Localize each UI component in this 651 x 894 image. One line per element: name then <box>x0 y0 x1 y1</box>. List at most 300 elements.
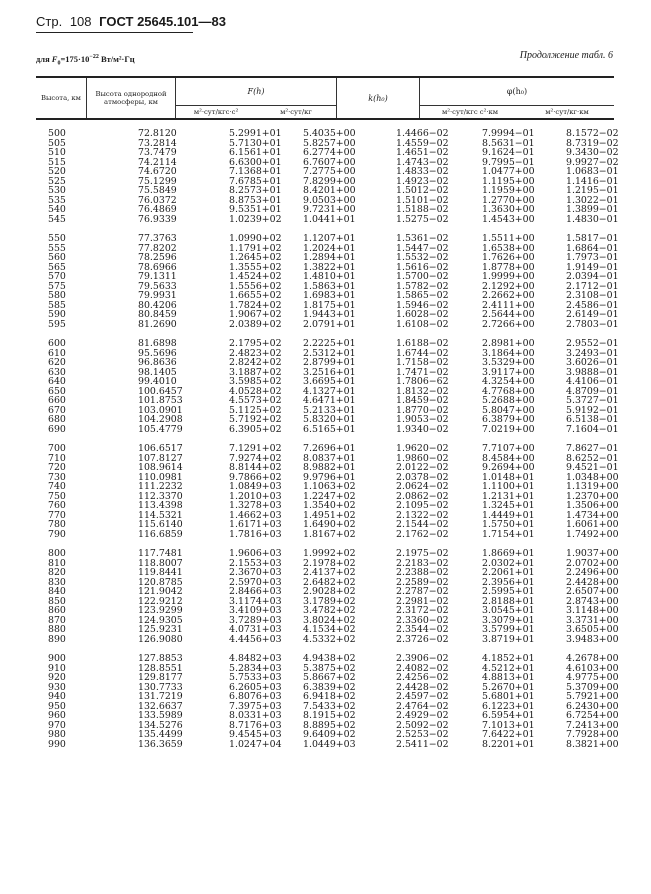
cell-F-kg: 7.2696+01 <box>303 443 356 454</box>
cell-phi-kgs: 1.9999+00 <box>482 271 535 282</box>
page-header <box>36 14 226 33</box>
cell-height: 570 <box>48 271 66 282</box>
cell-phi-kg: 1.3022−01 <box>566 194 619 206</box>
cell-phi-kgs: 1.6538+00 <box>482 242 535 254</box>
cell-F-kgs: 5.7192+02 <box>229 414 282 425</box>
cell-homogeneous: 107.8127 <box>138 452 183 464</box>
cell-phi-kg: 2.0394−01 <box>566 271 619 282</box>
cell-F-kg: 8.4201+00 <box>303 185 356 196</box>
cell-homogeneous: 128.8551 <box>138 662 183 674</box>
cell-phi-kgs: 2.3956+01 <box>482 576 535 588</box>
cell-F-kgs: 5.7533+03 <box>229 672 282 683</box>
cell-phi-kgs: 1.2770+00 <box>482 194 535 206</box>
cell-F-kg: 2.6482+02 <box>303 576 356 588</box>
cell-homogeneous: 110.0981 <box>138 471 183 483</box>
cell-homogeneous: 73.2814 <box>138 137 177 149</box>
cell-F-kg: 4.5332+02 <box>303 633 356 645</box>
cell-phi-kgs: 3.3079+01 <box>482 614 535 626</box>
cell-k: 1.5188−02 <box>396 204 449 215</box>
cell-k: 1.5700−02 <box>396 271 449 282</box>
cell-height: 730 <box>48 471 66 483</box>
cell-height: 595 <box>48 318 66 330</box>
cell-height: 740 <box>48 481 66 492</box>
cell-F-kgs: 2.8466+03 <box>229 586 282 597</box>
cell-homogeneous: 123.9299 <box>138 605 183 616</box>
cell-F-kg: 1.9992+02 <box>303 548 356 559</box>
cell-k: 2.4764−02 <box>396 700 449 712</box>
table-row <box>36 528 619 540</box>
cell-homogeneous: 76.4869 <box>138 204 177 215</box>
condition-sub: 0 <box>57 60 61 67</box>
cell-k: 1.6108−02 <box>396 318 449 330</box>
cell-F-kgs: 1.1791+02 <box>229 242 282 254</box>
cell-F-kgs: 6.2605+03 <box>229 681 282 693</box>
cell-F-kg: 1.3540+02 <box>303 500 356 511</box>
cell-k: 2.1762−02 <box>396 528 449 540</box>
cell-phi-kgs: 6.1223+01 <box>482 700 535 712</box>
cell-height: 660 <box>48 395 66 406</box>
cell-F-kgs: 7.1291+02 <box>229 443 282 454</box>
cell-F-kg: 1.0441+01 <box>303 213 356 225</box>
cell-phi-kg: 1.2370+00 <box>566 490 619 502</box>
cell-homogeneous: 108.9614 <box>138 462 183 473</box>
cell-phi-kg: 2.1712−01 <box>566 280 619 292</box>
cell-k: 1.8132−02 <box>396 385 449 397</box>
row-group <box>36 128 619 225</box>
cell-phi-kg: 8.7319−02 <box>566 137 619 149</box>
cell-F-kgs: 1.5556+02 <box>229 280 282 292</box>
cell-height: 930 <box>48 681 66 693</box>
cell-height: 690 <box>48 423 66 435</box>
cell-phi-kg: 1.6061+00 <box>566 519 619 530</box>
cell-height: 650 <box>48 385 66 397</box>
cell-k: 1.6028−02 <box>396 309 449 320</box>
cell-k: 2.2183−02 <box>396 557 449 569</box>
cell-F-kg: 4.1534+02 <box>303 624 356 635</box>
cell-homogeneous: 101.8753 <box>138 395 183 406</box>
cell-phi-kgs: 7.6422+01 <box>482 729 535 740</box>
cell-phi-kg: 1.0348+00 <box>566 471 619 483</box>
cell-phi-kg: 1.0683−01 <box>566 166 619 177</box>
cell-homogeneous: 125.9231 <box>138 624 183 635</box>
cell-homogeneous: 104.2908 <box>138 414 183 425</box>
cell-phi-kgs: 6.5954+01 <box>482 710 535 721</box>
cell-phi-kg: 2.8743+00 <box>566 595 619 607</box>
cell-height: 860 <box>48 605 66 616</box>
condition-unit: Вт/м²·Гц <box>100 54 135 64</box>
cell-height: 810 <box>48 557 66 569</box>
cell-phi-kgs: 1.7154+01 <box>482 528 535 540</box>
cell-F-kgs: 4.0731+03 <box>229 624 282 635</box>
cell-homogeneous: 119.8441 <box>138 567 183 578</box>
cell-height: 920 <box>48 672 66 683</box>
cell-k: 2.3172−02 <box>396 605 449 616</box>
cell-F-kgs: 4.8482+03 <box>229 653 282 664</box>
cell-F-kg: 5.8667+02 <box>303 672 356 683</box>
cell-F-kg: 1.1063+02 <box>303 481 356 492</box>
cell-F-kg: 1.3822+01 <box>303 261 356 273</box>
cell-phi-kgs: 9.1624−01 <box>482 147 535 158</box>
cell-k: 1.5447−02 <box>396 242 449 254</box>
cell-k: 2.4428−02 <box>396 681 449 693</box>
cell-F-kgs: 5.2834+03 <box>229 662 282 674</box>
cell-F-kgs: 1.7824+02 <box>229 299 282 311</box>
cell-phi-kgs: 3.0545+01 <box>482 605 535 616</box>
condition-value: =175·10 <box>60 54 90 64</box>
cell-F-kgs: 3.7289+03 <box>229 614 282 626</box>
cell-height: 610 <box>48 347 66 359</box>
cell-k: 1.5361−02 <box>396 233 449 244</box>
cell-F-kgs: 9.4545+03 <box>229 729 282 740</box>
cell-k: 1.4651−02 <box>396 147 449 158</box>
cell-F-kgs: 1.2645+02 <box>229 252 282 263</box>
cell-k: 1.9620−02 <box>396 443 449 454</box>
cell-k: 2.5411−02 <box>396 738 449 750</box>
condition-prefix: для <box>36 54 50 64</box>
cell-height: 700 <box>48 443 66 454</box>
cell-k: 2.2981−02 <box>396 595 449 607</box>
cell-k: 1.5616−02 <box>396 261 449 273</box>
cell-phi-kgs: 3.5329+00 <box>482 357 535 368</box>
cell-k: 2.3906−02 <box>396 653 449 664</box>
cell-F-kg: 9.7231+00 <box>303 204 356 215</box>
cell-homogeneous: 80.8459 <box>138 309 177 320</box>
cell-k: 2.5253−02 <box>396 729 449 740</box>
cell-homogeneous: 81.2690 <box>138 318 177 330</box>
standard-id: ГОСТ 25645.101—83 <box>99 14 226 29</box>
cell-F-kg: 7.8299+00 <box>303 175 356 187</box>
cell-F-kgs: 1.4662+03 <box>229 509 282 521</box>
cell-phi-kg: 1.4734+00 <box>566 509 619 521</box>
cell-k: 2.0624−02 <box>396 481 449 492</box>
cell-phi-kgs: 9.7995−01 <box>482 156 535 168</box>
cell-homogeneous: 121.9042 <box>138 586 183 597</box>
cell-F-kgs: 2.5970+03 <box>229 576 282 588</box>
cell-F-kgs: 8.7176+03 <box>229 719 282 731</box>
cell-F-kg: 1.8167+02 <box>303 528 356 540</box>
cell-phi-kg: 1.1416−01 <box>566 175 619 187</box>
cell-phi-kg: 5.3709+00 <box>566 681 619 693</box>
cell-F-kgs: 8.8753+01 <box>229 194 282 206</box>
cell-height: 850 <box>48 595 66 607</box>
cell-F-kg: 1.0449+03 <box>303 738 356 750</box>
cell-F-kg: 7.5433+02 <box>303 700 356 712</box>
table-row <box>36 633 619 645</box>
cell-phi-kgs: 1.7626+00 <box>482 252 535 263</box>
cell-height: 680 <box>48 414 66 425</box>
cell-height: 980 <box>48 729 66 740</box>
header-phi: φ(h₀) <box>420 77 615 105</box>
cell-F-kg: 4.6471+01 <box>303 395 356 406</box>
cell-phi-kg: 8.1572−02 <box>566 128 619 139</box>
cell-F-kg: 2.8799+01 <box>303 357 356 368</box>
cell-height: 790 <box>48 528 66 540</box>
condition-exp: −22 <box>89 54 99 61</box>
cell-height: 950 <box>48 700 66 712</box>
continuation-note: Продолжение табл. 6 <box>519 50 613 61</box>
cell-homogeneous: 78.2596 <box>138 252 177 263</box>
cell-k: 1.4466−02 <box>396 128 449 139</box>
cell-height: 560 <box>48 252 66 263</box>
cell-homogeneous: 98.1405 <box>138 366 177 378</box>
cell-phi-kg: 7.1604−01 <box>566 423 619 435</box>
cell-k: 1.5532−02 <box>396 252 449 263</box>
cell-k: 2.0862−02 <box>396 490 449 502</box>
cell-k: 2.2787−02 <box>396 586 449 597</box>
cell-homogeneous: 133.5989 <box>138 710 183 721</box>
cell-homogeneous: 118.8007 <box>138 557 183 569</box>
cell-phi-kg: 3.9483+00 <box>566 633 619 645</box>
cell-F-kgs: 8.0331+03 <box>229 710 282 721</box>
cell-phi-kg: 7.7928+00 <box>566 729 619 740</box>
cell-F-kgs: 2.1553+03 <box>229 557 282 569</box>
cell-phi-kg: 5.9192−01 <box>566 404 619 416</box>
cell-F-kgs: 1.9606+03 <box>229 548 282 559</box>
cell-F-kg: 8.9882+01 <box>303 462 356 473</box>
cell-phi-kg: 1.7492+00 <box>566 528 619 540</box>
cell-phi-kg: 3.6026−01 <box>566 357 619 368</box>
cell-homogeneous: 75.5849 <box>138 185 177 196</box>
cell-phi-kgs: 4.1852+01 <box>482 653 535 664</box>
cell-phi-kgs: 3.1864+00 <box>482 347 535 359</box>
cell-phi-kg: 1.1319+00 <box>566 481 619 492</box>
cell-phi-kg: 2.9552−01 <box>566 338 619 349</box>
cell-homogeneous: 95.5696 <box>138 347 177 359</box>
cell-phi-kg: 1.4830−01 <box>566 213 619 225</box>
cell-phi-kgs: 5.2670+01 <box>482 681 535 693</box>
cell-phi-kg: 6.7254+00 <box>566 710 619 721</box>
cell-phi-kgs: 6.3879+00 <box>482 414 535 425</box>
cell-phi-kg: 7.2413+00 <box>566 719 619 731</box>
cell-phi-kgs: 7.9994−01 <box>482 128 535 139</box>
page-prefix: Стр. <box>36 14 63 29</box>
cell-homogeneous: 130.7733 <box>138 681 183 693</box>
cell-k: 2.5092−02 <box>396 719 449 731</box>
cell-F-kgs: 1.6655+02 <box>229 290 282 301</box>
cell-phi-kgs: 7.1013+01 <box>482 719 535 731</box>
cell-phi-kgs: 5.2688+00 <box>482 395 535 406</box>
cell-phi-kg: 9.4521−01 <box>566 462 619 473</box>
cell-F-kgs: 9.5351+01 <box>229 204 282 215</box>
cell-phi-kgs: 8.5631−01 <box>482 137 535 149</box>
cell-homogeneous: 77.8202 <box>138 242 177 254</box>
condition-var: F <box>51 54 58 64</box>
cell-F-kgs: 1.7816+03 <box>229 528 282 540</box>
cell-F-kg: 1.4951+02 <box>303 509 356 521</box>
cell-homogeneous: 122.9212 <box>138 595 183 607</box>
cell-F-kgs: 2.1795+02 <box>229 338 282 349</box>
cell-homogeneous: 135.4499 <box>138 729 183 740</box>
cell-F-kgs: 4.4456+03 <box>229 633 282 645</box>
cell-F-kgs: 1.2010+03 <box>229 490 282 502</box>
cell-F-kg: 5.8320+01 <box>303 414 356 425</box>
cell-height: 890 <box>48 633 66 645</box>
cell-k: 2.3726−02 <box>396 633 449 645</box>
cell-phi-kg: 5.3727−01 <box>566 395 619 406</box>
cell-F-kgs: 2.8242+02 <box>229 357 282 368</box>
cell-k: 2.1544−02 <box>396 519 449 530</box>
cell-F-kg: 1.5863+01 <box>303 280 356 292</box>
cell-k: 2.1975−02 <box>396 548 449 559</box>
cell-phi-kg: 9.9927−02 <box>566 156 619 168</box>
cell-F-kg: 3.1789+02 <box>303 595 356 607</box>
cell-phi-kgs: 3.5799+01 <box>482 624 535 635</box>
cell-F-kg: 3.4782+02 <box>303 605 356 616</box>
cell-homogeneous: 79.1311 <box>138 271 177 282</box>
cell-height: 720 <box>48 462 66 473</box>
cell-phi-kgs: 2.5995+01 <box>482 586 535 597</box>
cell-F-kgs: 2.0389+02 <box>229 318 282 330</box>
cell-homogeneous: 99.4010 <box>138 376 177 387</box>
cell-phi-kg: 2.0702+00 <box>566 557 619 569</box>
cell-F-kg: 9.0503+00 <box>303 194 356 206</box>
cell-phi-kg: 4.2678+00 <box>566 653 619 664</box>
cell-F-kg: 5.8257+00 <box>303 137 356 149</box>
cell-k: 1.5275−02 <box>396 213 449 225</box>
cell-phi-kg: 8.3821+00 <box>566 738 619 750</box>
cell-F-kg: 3.2516+01 <box>303 366 356 378</box>
cell-phi-kg: 2.3108−01 <box>566 290 619 301</box>
cell-height: 800 <box>48 548 66 559</box>
cell-phi-kg: 1.6864−01 <box>566 242 619 254</box>
cell-F-kg: 5.2133+01 <box>303 404 356 416</box>
cell-k: 1.8770−02 <box>396 404 449 416</box>
cell-phi-kg: 2.6507+00 <box>566 586 619 597</box>
cell-height: 525 <box>48 175 66 187</box>
cell-k: 1.9053−02 <box>396 414 449 425</box>
table-row <box>36 423 619 435</box>
cell-k: 2.0122−02 <box>396 462 449 473</box>
cell-homogeneous: 75.1299 <box>138 175 177 187</box>
cell-homogeneous: 136.3659 <box>138 738 183 750</box>
cell-phi-kgs: 1.3245+01 <box>482 500 535 511</box>
cell-height: 565 <box>48 261 66 273</box>
cell-phi-kgs: 4.5212+01 <box>482 662 535 674</box>
cell-phi-kg: 1.5817−01 <box>566 233 619 244</box>
cell-F-kgs: 6.8076+03 <box>229 691 282 702</box>
cell-F-kgs: 2.4823+02 <box>229 347 282 359</box>
cell-homogeneous: 79.9931 <box>138 290 177 301</box>
cell-F-kgs: 5.2991+01 <box>229 128 282 139</box>
cell-k: 2.0378−02 <box>396 471 449 483</box>
cell-F-kgs: 1.0247+04 <box>229 738 282 750</box>
header-phi-unit1: м²·сут/кгс с²·км <box>420 105 521 119</box>
cell-F-kg: 3.8024+02 <box>303 614 356 626</box>
cell-homogeneous: 105.4779 <box>138 423 183 435</box>
cell-height: 670 <box>48 404 66 416</box>
cell-phi-kg: 3.1148+00 <box>566 605 619 616</box>
cell-F-kg: 5.3875+02 <box>303 662 356 674</box>
cell-height: 600 <box>48 338 66 349</box>
cell-homogeneous: 79.5633 <box>138 280 177 292</box>
cell-F-kgs: 6.3905+02 <box>229 423 282 435</box>
cell-height: 710 <box>48 452 66 464</box>
cell-F-kg: 5.4035+00 <box>303 128 356 139</box>
table-header <box>36 76 614 120</box>
cell-phi-kg: 4.6103+00 <box>566 662 619 674</box>
cell-phi-kg: 6.2430+00 <box>566 700 619 712</box>
cell-F-kg: 2.1978+02 <box>303 557 356 569</box>
cell-homogeneous: 131.7219 <box>138 691 183 702</box>
cell-k: 2.4929−02 <box>396 710 449 721</box>
row-group <box>36 233 619 330</box>
cell-F-kgs: 7.1368+01 <box>229 166 282 177</box>
cell-F-kg: 2.5312+01 <box>303 347 356 359</box>
cell-height: 585 <box>48 299 66 311</box>
cell-phi-kg: 1.9149−01 <box>566 261 619 273</box>
cell-phi-kg: 7.8627−01 <box>566 443 619 454</box>
table-body <box>36 128 619 759</box>
cell-F-kgs: 3.1887+02 <box>229 366 282 378</box>
cell-F-kgs: 2.3670+03 <box>229 567 282 578</box>
cell-height: 545 <box>48 213 66 225</box>
cell-k: 2.1322−02 <box>396 509 449 521</box>
cell-k: 1.9860−02 <box>396 452 449 464</box>
cell-k: 1.4833−02 <box>396 166 449 177</box>
cell-F-kg: 9.6409+02 <box>303 729 356 740</box>
cell-F-kg: 8.0837+01 <box>303 452 356 464</box>
cell-F-kgs: 1.3278+03 <box>229 500 282 511</box>
cell-homogeneous: 111.2232 <box>138 481 183 492</box>
cell-phi-kg: 1.3506+00 <box>566 500 619 511</box>
cell-k: 1.7471−02 <box>396 366 449 378</box>
cell-k: 1.5101−02 <box>396 194 449 206</box>
cell-height: 500 <box>48 128 66 139</box>
table-row <box>36 318 619 330</box>
cell-homogeneous: 72.8120 <box>138 128 177 139</box>
cell-height: 590 <box>48 309 66 320</box>
cell-height: 535 <box>48 194 66 206</box>
header-height: Высота, км <box>41 94 81 102</box>
cell-height: 910 <box>48 662 66 674</box>
cell-F-kgs: 4.0528+02 <box>229 385 282 397</box>
cell-k: 2.4256−02 <box>396 672 449 683</box>
cell-phi-kgs: 1.0477+00 <box>482 166 535 177</box>
cell-height: 530 <box>48 185 66 196</box>
cell-homogeneous: 77.3763 <box>138 233 177 244</box>
cell-height: 515 <box>48 156 66 168</box>
cell-F-kg: 6.7607+00 <box>303 156 356 168</box>
cell-F-kg: 6.3839+02 <box>303 681 356 693</box>
cell-height: 630 <box>48 366 66 378</box>
header-F-unit1: м²·сут/кгс·с² <box>176 105 257 119</box>
cell-height: 960 <box>48 710 66 721</box>
header-F-unit2: м²·сут/кг <box>256 105 337 119</box>
cell-phi-kgs: 7.0219+00 <box>482 423 535 435</box>
cell-homogeneous: 103.0901 <box>138 404 183 416</box>
cell-F-kgs: 5.7130+01 <box>229 137 282 149</box>
cell-phi-kgs: 8.2201+01 <box>482 738 535 750</box>
cell-phi-kgs: 5.6801+01 <box>482 691 535 702</box>
header-homogeneous: Высота однородной атмосферы, км <box>87 77 176 119</box>
cell-k: 1.7158−02 <box>396 357 449 368</box>
cell-homogeneous: 115.6140 <box>138 519 183 530</box>
cell-phi-kgs: 1.1195+00 <box>482 175 535 187</box>
cell-F-kgs: 1.3555+02 <box>229 261 282 273</box>
cell-phi-kgs: 1.4449+01 <box>482 509 535 521</box>
cell-phi-kgs: 2.0302+01 <box>482 557 535 569</box>
cell-k: 1.4923−02 <box>396 175 449 187</box>
cell-phi-kgs: 2.2061+01 <box>482 567 535 578</box>
cell-height: 840 <box>48 586 66 597</box>
cell-phi-kg: 5.7921+00 <box>566 691 619 702</box>
cell-k: 2.2589−02 <box>396 576 449 588</box>
cell-homogeneous: 81.6898 <box>138 338 177 349</box>
cell-k: 1.7806−62 <box>396 376 449 387</box>
cell-homogeneous: 73.7479 <box>138 147 177 158</box>
cell-k: 2.4082−02 <box>396 662 449 674</box>
header-phi-unit2: м²·сут/кг·км <box>520 105 614 119</box>
